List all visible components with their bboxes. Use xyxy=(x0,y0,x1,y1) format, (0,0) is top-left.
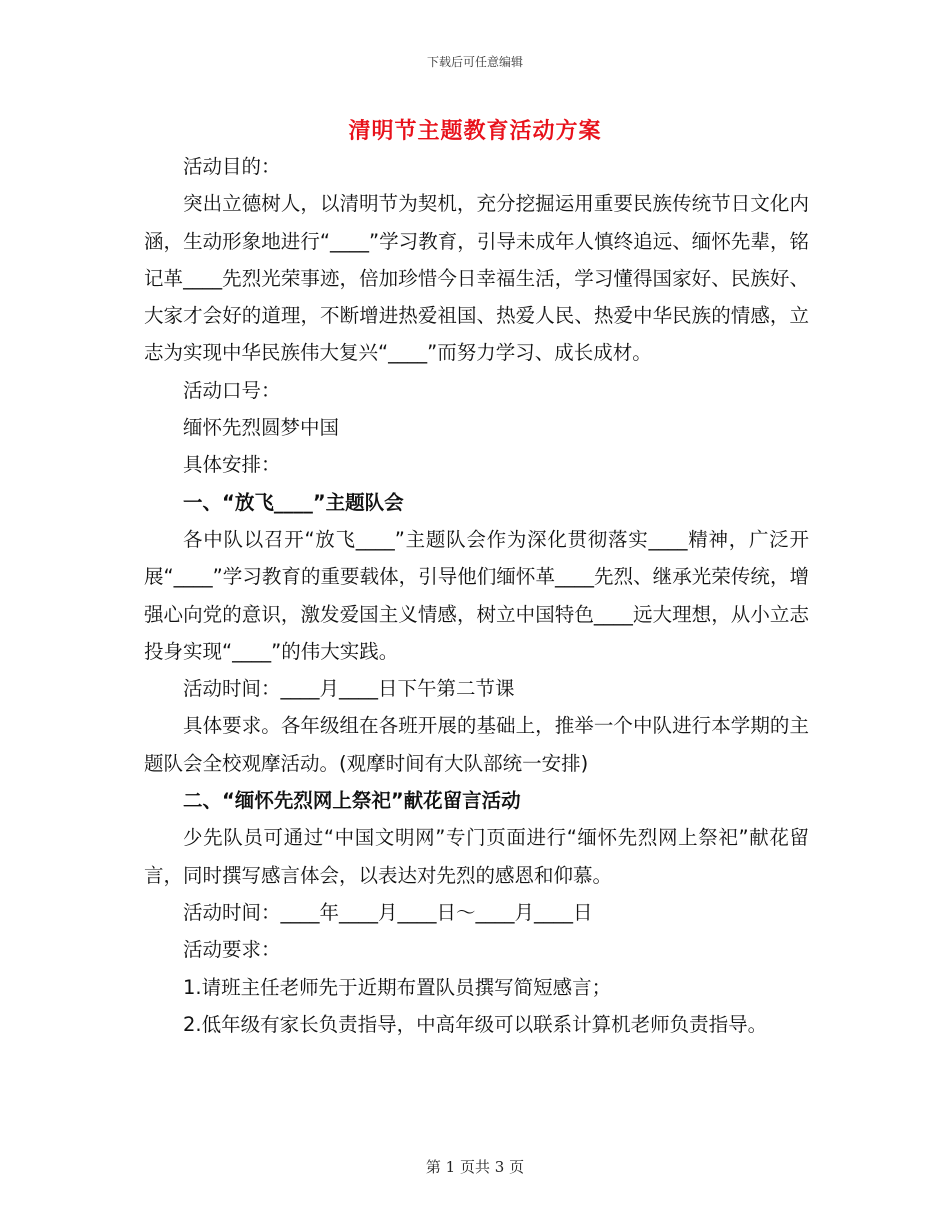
paragraph-slogan-text: 缅怀先烈圆梦中国 xyxy=(183,416,340,440)
section-heading-1: 一、“放飞____”主题队会 xyxy=(183,490,404,514)
list-item-requirement-2: 2.低年级有家长负责指导，中高年级可以联系计算机老师负责指导。 xyxy=(183,1012,768,1036)
paragraph-arrangement-heading: 具体安排： xyxy=(183,453,281,477)
paragraph-section2-requirements-heading: 活动要求： xyxy=(183,938,281,962)
list-item-requirement-1: 1.请班主任老师先于近期布置队员撰写简短感言； xyxy=(183,975,612,999)
paragraph-slogan-heading: 活动口号： xyxy=(183,378,281,402)
paragraph-section1-time: 活动时间：____月____日下午第二节课 xyxy=(183,677,515,701)
paragraph-section2-time: 活动时间：____年____月____日～____月____日 xyxy=(183,900,593,924)
paragraph-section2-text: 少先队员可通过“中国文明网”专门页面进行“缅怀先烈网上祭祀”献花留言，同时撰写感言体会，以表达对先烈的感恩和仰慕。 xyxy=(144,826,809,887)
page-number-footer: 第 1 页共 3 页 xyxy=(425,1158,525,1176)
document-title: 清明节主题教育活动方案 xyxy=(348,118,602,144)
paragraph-section1-text: 各中队以召开“放飞____”主题队会作为深化贯彻落实____精神，广泛开展“____”学习教育的重要载体，引导他们缅怀革____先烈、继承光荣传统，增强心向党的意识，激发爱国主义情感，树立中国特色____远大理想，从小立志投身实现“____”的伟大实践。 xyxy=(144,527,809,663)
paragraph-purpose-text: 突出立德树人，以清明节为契机，充分挖掘运用重要民族传统节日文化内涵，生动形象地进行“____”学习教育，引导未成年人慎终追远、缅怀先辈，铭记革____先烈光荣事迹，倍加珍惜今日幸福生活，学习懂得国家好、民族好、大家才会好的道理，不断增进热爱祖国、热爱人民、热爱中华民族的情感，立志为实现中华民族伟大复兴“____”而努力学习、成长成材。 xyxy=(144,192,809,365)
paragraph-purpose-heading: 活动目的： xyxy=(183,155,281,178)
section-heading-2: 二、“缅怀先烈网上祭祀”献花留言活动 xyxy=(183,789,521,813)
page-header-note: 下载后可任意编辑 xyxy=(426,55,523,69)
document-body xyxy=(144,148,809,1043)
paragraph-section1-requirements: 具体要求。各年级组在各班开展的基础上，推举一个中队进行本学期的主题队会全校观摩活动。(观摩时间有大队部统一安排) xyxy=(144,714,809,775)
